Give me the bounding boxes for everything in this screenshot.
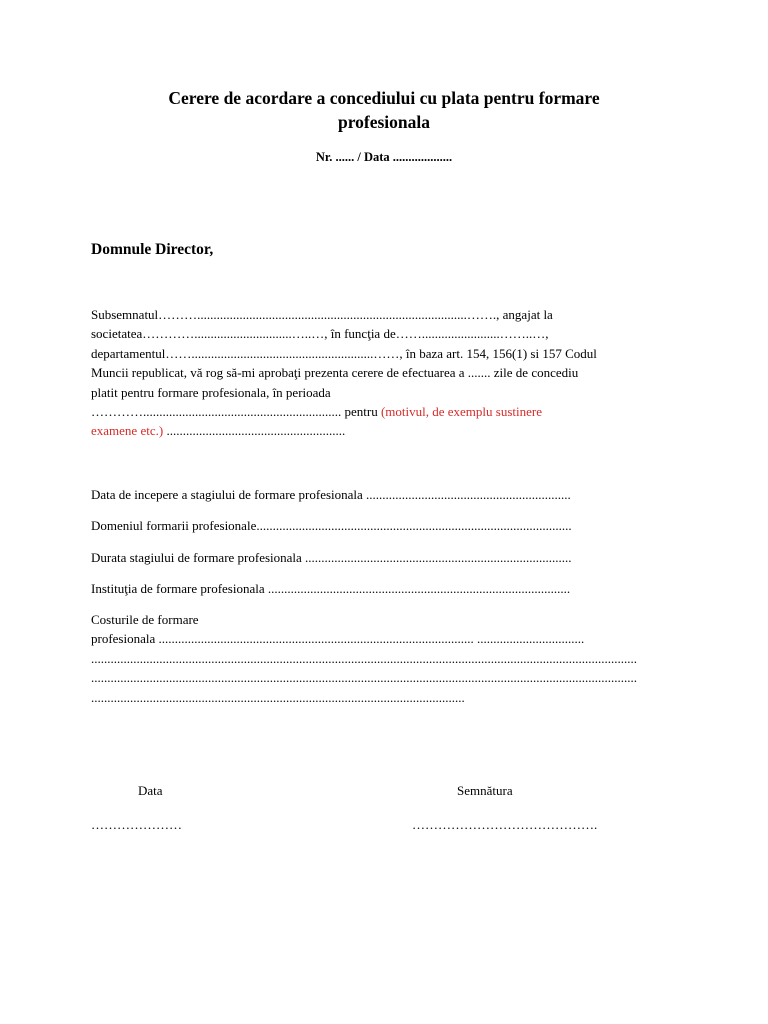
title-line-1: Cerere de acordare a concediului cu plata pentru formare [168,88,600,108]
costs-line: ........................................................................................................................................................................ [91,650,637,666]
document-title [0,86,768,134]
date-line: ………………… [91,817,182,832]
reason-dots: ....................................................... [163,423,346,439]
paragraph-line: Muncii republicat, vă rog să-mi aprobaţi prezenta cerere de efectuarea a ....... zile de concediu [91,365,579,381]
signature-line: ……………………………………. [412,817,598,832]
registration-number-date: Nr. ...... / Data ................... [315,150,453,164]
field-costs [91,610,677,707]
reason-hint: (motivul, de exemplu sustinere [380,404,542,420]
costs-label: Costurile de formare [91,612,199,627]
title-line-2: profesionala [337,112,431,132]
field-domain: Domeniul formarii profesionale................................................................................................. [91,518,572,533]
costs-line: ........................................................................................................................................................................ [91,670,637,686]
signature-label: Semnătura [457,783,513,798]
field-duration: Durata stagiului de formare profesionala .................................................................................. [91,550,572,565]
field-start-date: Data de incepere a stagiului de formare profesionala ............................................................... [91,487,571,502]
paragraph-line: societatea…………..............................…..…, în funcţia de……........................……..…, [91,326,549,342]
paragraph-line: platit pentru formare profesionala, în perioada [91,384,331,400]
date-label: Data [138,783,163,798]
period-dots: …………............................................................. pentru [91,404,381,420]
request-paragraph [91,305,651,441]
field-institution: Instituţia de formare profesionala ............................................................................................. [91,581,571,596]
paragraph-line: departamentul……........................................................……, în baza art. 154, 156(1) si 157 Codul [91,345,597,361]
paragraph-line [91,421,651,440]
costs-line: ................................................................................................................... [91,689,465,705]
paragraph-line: Subsemnatul………...................................................................................……., angajat la [91,307,553,322]
reason-hint-continued: examene etc.) [91,423,164,439]
salutation: Domnule Director, [91,241,214,258]
paragraph-line [91,402,651,421]
costs-line: profesionala ................................................................................................. ................................. [91,631,585,647]
